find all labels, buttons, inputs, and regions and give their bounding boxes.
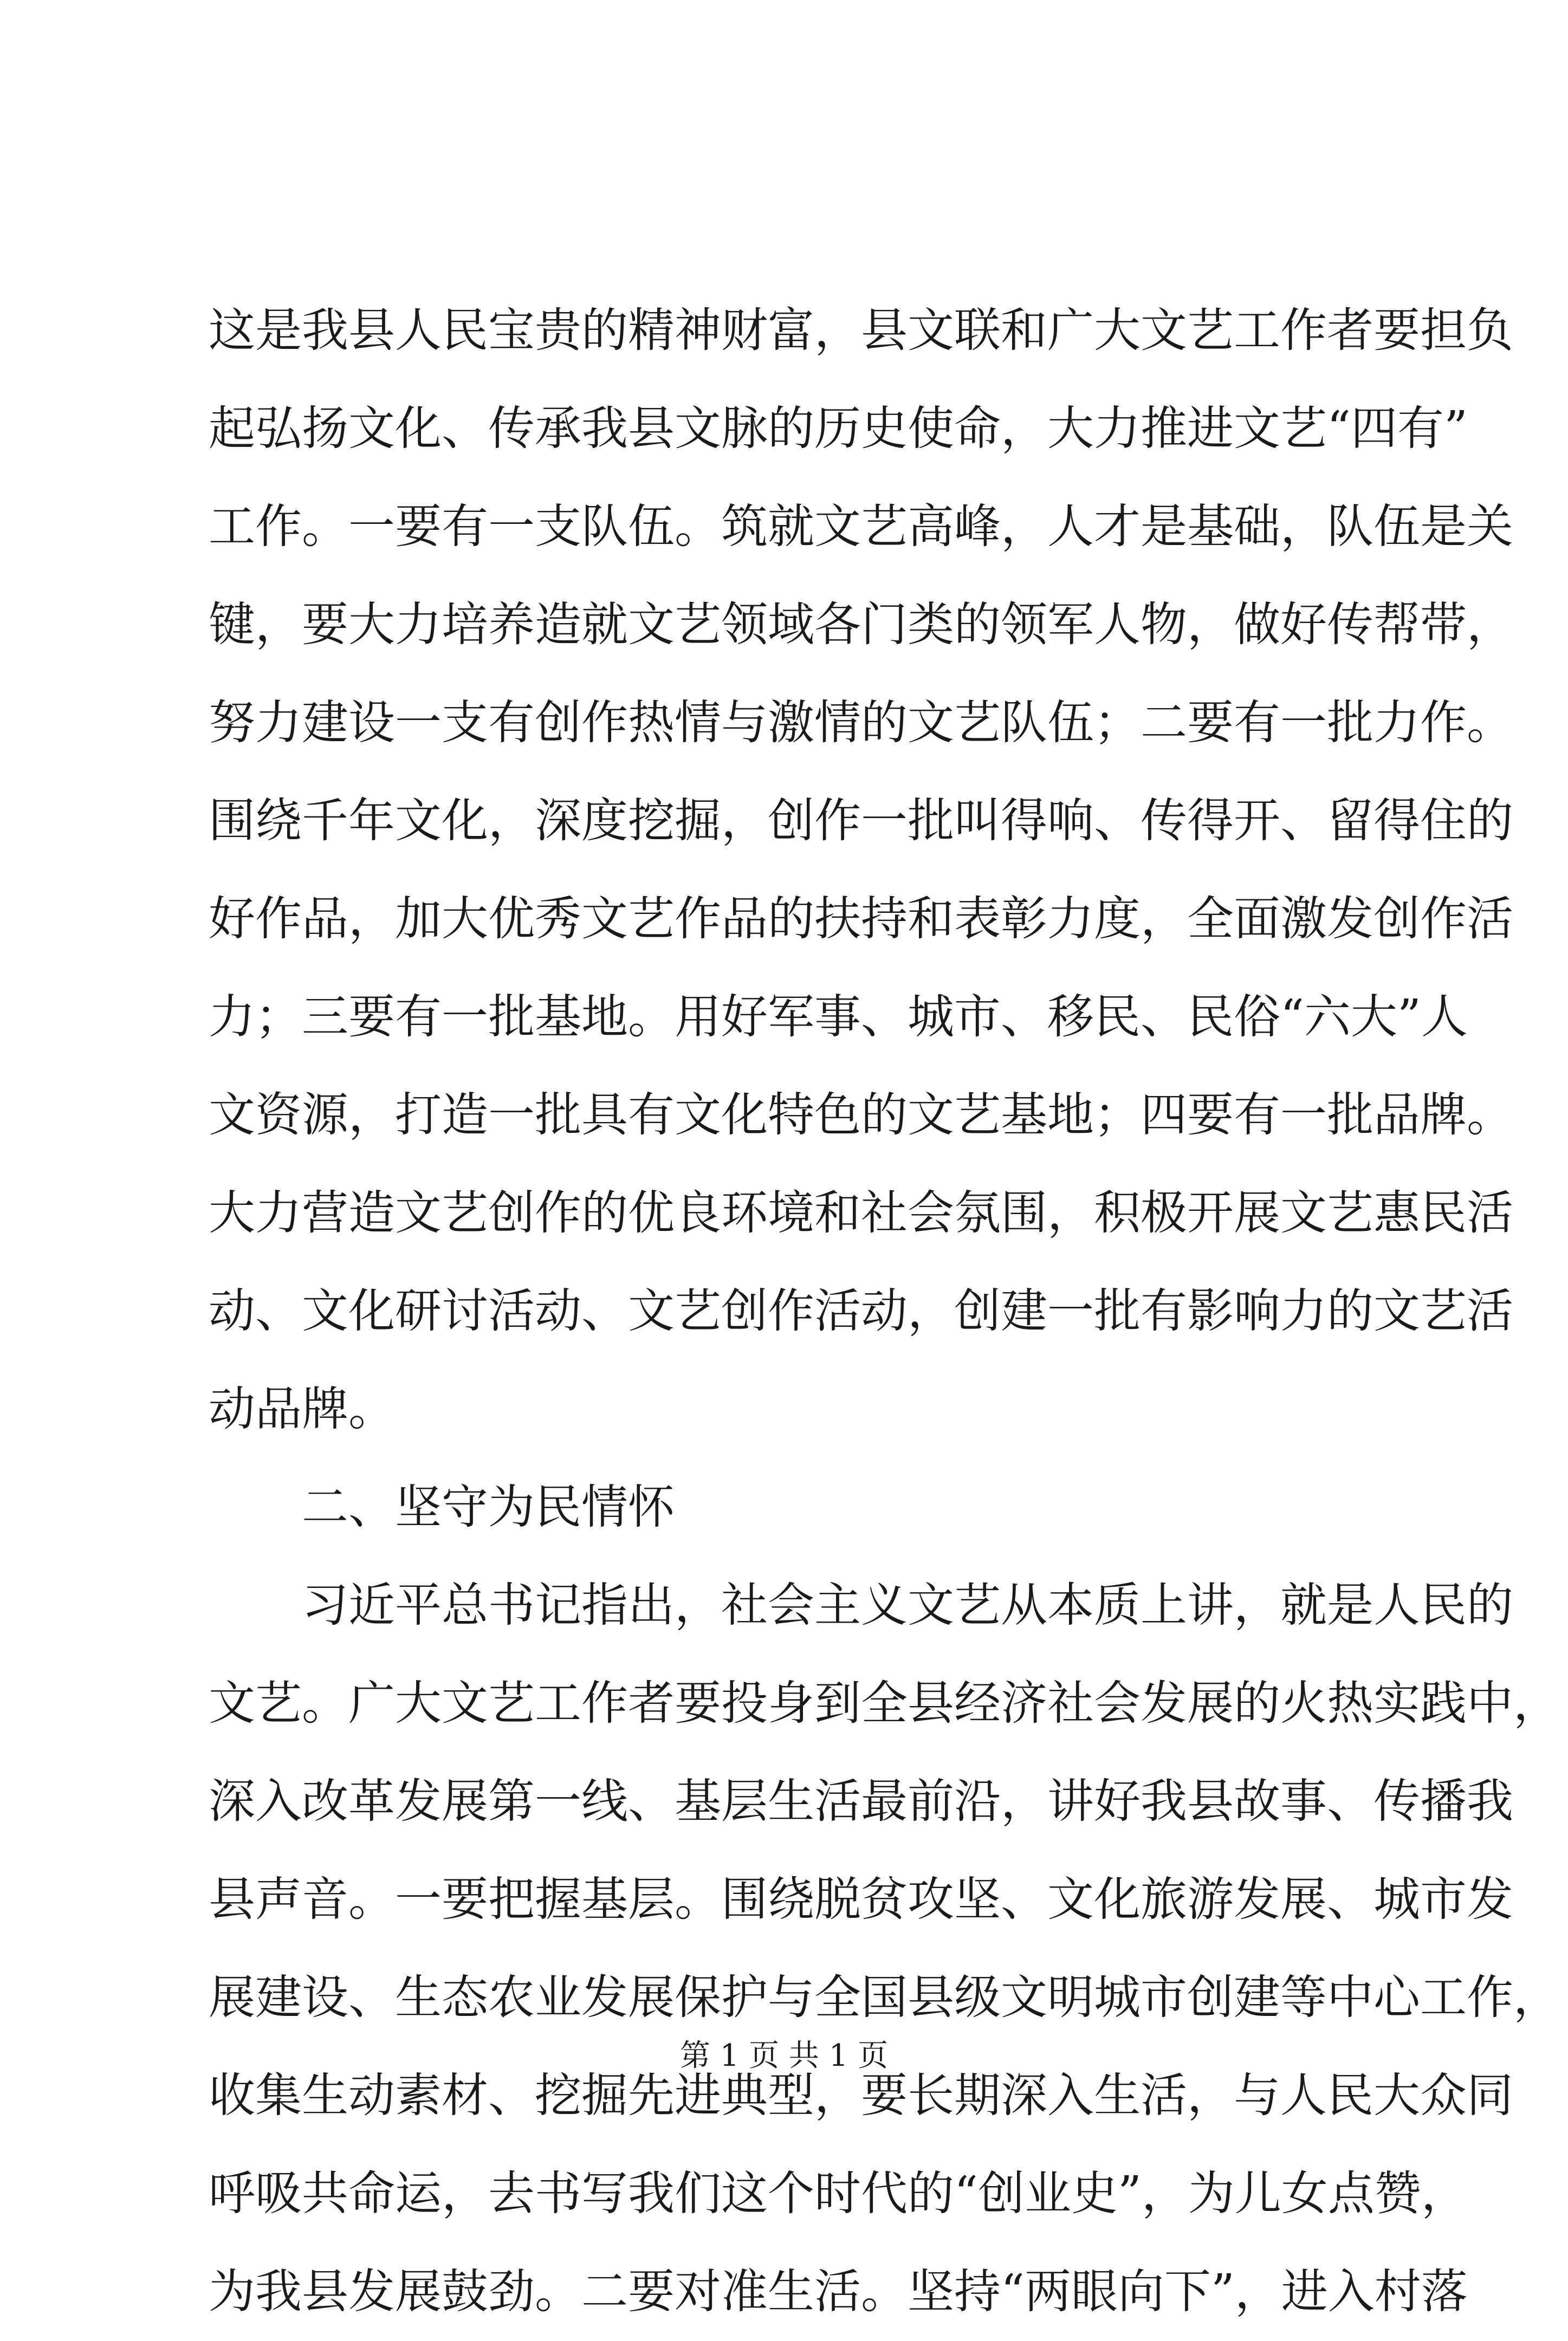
text-line: 键，要大力培养造就文艺领域各门类的领军人物，做好传帮带， bbox=[209, 598, 1513, 652]
text-line: 力；三要有一批基地。用好军事、城市、移民、民俗“六大”人 bbox=[209, 990, 1468, 1044]
text-line: 动、文化研讨活动、文艺创作活动，创建一批有影响力的文艺活 bbox=[209, 1284, 1513, 1338]
text-line: 这是我县人民宝贵的精神财富，县文联和广大文艺工作者要担负 bbox=[209, 303, 1513, 358]
text-line: 文艺。广大文艺工作者要投身到全县经济社会发展的火热实践中， bbox=[209, 1676, 1560, 1730]
text-line: 县声音。一要把握基层。围绕脱贫攻坚、文化旅游发展、城市发 bbox=[209, 1872, 1513, 1927]
page-number-footer: 第 1 页 共 1 页 bbox=[679, 2038, 889, 2073]
text-line: 努力建设一支有创作热情与激情的文艺队伍；二要有一批力作。 bbox=[209, 696, 1513, 750]
section-heading: 二、坚守为民情怀 bbox=[302, 1480, 675, 1534]
text-line: 展建设、生态农业发展保护与全国县级文明城市创建等中心工作， bbox=[209, 1970, 1560, 2025]
text-line: 深入改革发展第一线、基层生活最前沿，讲好我县故事、传播我 bbox=[209, 1774, 1513, 1828]
text-line: 好作品，加大优秀文艺作品的扶持和表彰力度，全面激发创作活 bbox=[209, 892, 1513, 946]
text-line: 大力营造文艺创作的优良环境和社会氛围，积极开展文艺惠民活 bbox=[209, 1186, 1513, 1240]
text-line: 文资源，打造一批具有文化特色的文艺基地；四要有一批品牌。 bbox=[209, 1088, 1513, 1142]
text-line: 收集生动素材、挖掘先进典型，要长期深入生活，与人民大众同 bbox=[209, 2068, 1513, 2123]
body-text bbox=[209, 282, 1560, 2341]
text-line: 起弘扬文化、传承我县文脉的历史使命，大力推进文艺“四有” bbox=[209, 401, 1468, 456]
text-line: 呼吸共命运，去书写我们这个时代的“创业史”，为儿女点赞， bbox=[209, 2167, 1468, 2221]
text-line: 工作。一要有一支队伍。筑就文艺高峰，人才是基础，队伍是关 bbox=[209, 500, 1513, 554]
text-line: 为我县发展鼓劲。二要对准生活。坚持“两眼向下”，进入村落 bbox=[209, 2265, 1468, 2319]
text-line: 习近平总书记指出，社会主义文艺从本质上讲，就是人民的 bbox=[302, 1578, 1513, 1632]
text-line: 动品牌。 bbox=[209, 1382, 395, 1436]
text-line: 围绕千年文化，深度挖掘，创作一批叫得响、传得开、留得住的 bbox=[209, 794, 1513, 848]
